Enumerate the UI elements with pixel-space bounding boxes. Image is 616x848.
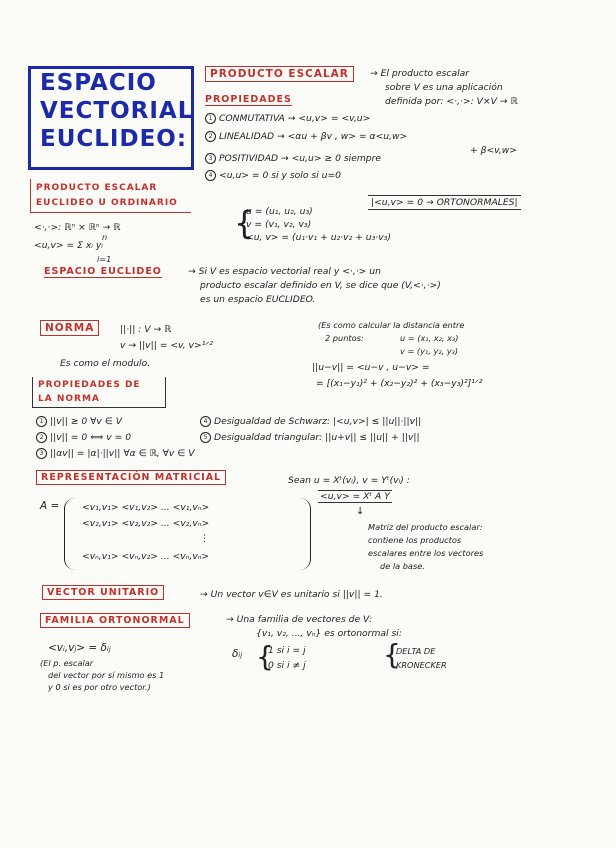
- unitario-heading: VECTOR UNITARIO: [42, 585, 164, 600]
- prop-norma-box: [32, 377, 166, 408]
- kronecker-1: DELTA DE: [396, 646, 436, 656]
- matricial-heading: REPRESENTACIÓN MATRICIAL: [36, 470, 226, 485]
- norma-u: u = (x₁, x₂, x₃): [400, 333, 459, 343]
- propiedades-heading: PROPIEDADES: [205, 94, 292, 105]
- matricial-formula: <u,v> = Xᵗ A Y: [320, 491, 390, 502]
- espacio-euclideo-text-1: → Si V es espacio vectorial real y <·,·> un: [188, 266, 381, 277]
- number-1-icon: 1: [205, 113, 216, 124]
- prop-conmutativa: [205, 113, 370, 124]
- norma-prop-3: [36, 448, 194, 459]
- producto-escalar-def-3: definida por: <·,·>: V×V → ℝ: [385, 96, 518, 107]
- matrix-left-paren: [64, 498, 75, 570]
- schwarz-text: Desigualdad de Schwarz: |<u,v>| ≤ ||u||·||v||: [214, 416, 422, 427]
- euclideo-heading-box: [30, 179, 191, 213]
- ortonormal-text-2: {v₁, v₂, ..., vₙ} es ortonormal si:: [256, 628, 402, 639]
- number-2-icon: 2: [205, 131, 216, 142]
- delta-case-1: 1 si i = j: [268, 645, 306, 656]
- schwarz: [200, 416, 421, 427]
- norma-v: v = (y₁, y₂, y₃): [400, 346, 459, 356]
- euclideo-sum-sup: n: [102, 232, 108, 242]
- unitario-text: → Un vector v∈V es unitario si ||v|| = 1.: [200, 589, 383, 600]
- number-5-icon: 5: [200, 432, 211, 443]
- delta-case-2: 0 si i ≠ j: [268, 660, 306, 671]
- matrix-row-2: <v₂,v₁> <v₂,v₂> ... <v₂,vₙ>: [82, 518, 210, 529]
- norma-dist-note-2: 2 puntos:: [325, 333, 364, 343]
- matrix-row-3: ⋮: [200, 533, 210, 544]
- matrix-right-paren: [300, 498, 311, 570]
- norma-prop-2: [36, 432, 131, 443]
- espacio-euclideo-text-2: producto escalar definido en V, se dice que (V,<·,·>): [200, 280, 441, 291]
- euclideo-sum-sub: i=1: [97, 254, 112, 264]
- norma-dist-1: ||u−v|| = <u−v , u−v> =: [312, 362, 430, 373]
- ortonormal-note-2: del vector por sí mismo es 1: [48, 670, 165, 680]
- kronecker-2: KRONECKER: [396, 660, 447, 670]
- euclideo-brace: {: [234, 204, 255, 242]
- producto-escalar-heading: PRODUCTO ESCALAR: [205, 66, 354, 82]
- prop-positividad: [205, 153, 381, 164]
- prop-positividad-text: POSITIVIDAD → <u,u> ≥ 0 siempre: [219, 153, 382, 164]
- prop-norma-heading-1: PROPIEDADES DE: [38, 380, 141, 390]
- ortonormal-text-1: → Una familia de vectores de V:: [226, 614, 373, 625]
- title-line-3: EUCLIDEO:: [40, 126, 188, 152]
- norma-heading: NORMA: [40, 320, 99, 336]
- matrix-row-4: <vₙ,v₁> <vₙ,v₂> ... <vₙ,vₙ>: [82, 551, 210, 562]
- prop-nulidad: [205, 170, 341, 181]
- delta-symbol: δᵢⱼ: [232, 648, 243, 660]
- title-line-1: ESPACIO: [40, 70, 157, 96]
- espacio-euclideo-text-3: es un espacio EUCLIDEO.: [200, 294, 316, 305]
- matricial-sean: Sean u = Xᵗ(vᵢ), v = Yᵗ(vᵢ) :: [288, 475, 410, 486]
- norma-def-2: v → ||v|| = <v, v>¹ᐟ²: [120, 340, 213, 351]
- norma-note: Es como el modulo.: [60, 358, 151, 369]
- ortonormal-note-1: (El p. escalar: [40, 658, 94, 668]
- norma-prop-3-text: ||αv|| = |α|·||v|| ∀α ∈ ℝ, ∀v ∈ V: [50, 448, 195, 459]
- euclideo-u: u = (u₁, u₂, u₃): [246, 206, 313, 217]
- kronecker-brace: {: [383, 638, 401, 671]
- delta-brace: {: [256, 640, 274, 673]
- norma-dist-2: = [(x₁−y₁)² + (x₂−y₂)² + (x₃−y₃)²]¹ᐟ²: [316, 378, 483, 389]
- producto-escalar-def-2: sobre V es una aplicación: [385, 82, 503, 93]
- norma-prop-1: [36, 416, 122, 427]
- prop-linealidad-cont: + β<v,w>: [470, 145, 517, 156]
- prop-conmutativa-text: CONMUTATIVA → <u,v> = <v,u>: [219, 113, 371, 124]
- norma-prop-1-text: ||v|| ≥ 0 ∀v ∈ V: [50, 416, 122, 427]
- norma-dist-note-1: (Es como calcular la distancia entre: [318, 320, 465, 330]
- triangular-text: Desigualdad triangular: ||u+v|| ≤ ||u|| + ||v||: [214, 432, 420, 443]
- euclideo-sum: <u,v> = Σ xᵢ yᵢ: [34, 240, 103, 251]
- prop-linealidad: [205, 131, 407, 142]
- euclideo-heading-1: PRODUCTO ESCALAR: [36, 183, 158, 193]
- ortonormal-delta: <vᵢ,vⱼ> = δᵢⱼ: [48, 642, 111, 654]
- matricial-note-2: contiene los productos: [368, 535, 462, 545]
- number-3-icon: 3: [205, 153, 216, 164]
- prop-linealidad-text: LINEALIDAD → <αu + βv , w> = α<u,w>: [219, 131, 408, 142]
- matricial-note-4: de la base.: [380, 561, 425, 571]
- matrix-row-1: <v₁,v₁> <v₁,v₂> ... <v₁,vₙ>: [82, 502, 210, 513]
- producto-escalar-def-1: → El producto escalar: [370, 68, 470, 79]
- ortonormal-heading: FAMILIA ORTONORMAL: [40, 613, 190, 628]
- euclideo-heading-2: EUCLIDEO U ORDINARIO: [36, 198, 178, 208]
- espacio-euclideo-heading: ESPACIO EUCLIDEO: [44, 266, 162, 277]
- norma-def-1: ||·|| : V → ℝ: [120, 324, 172, 335]
- ortonormales-box: |<u,v> = 0 → ORTONORMALES|: [368, 195, 521, 210]
- number-1-icon: 1: [36, 416, 47, 427]
- euclideo-uv: <u, v> = (u₁·v₁ + u₂·v₂ + u₃·v₃): [246, 232, 391, 243]
- number-2-icon: 2: [36, 432, 47, 443]
- prop-norma-heading-2: LA NORMA: [38, 394, 100, 404]
- number-4-icon: 4: [200, 416, 211, 427]
- ortonormal-note-3: y 0 si es por otro vector.): [48, 682, 151, 692]
- norma-prop-2-text: ||v|| = 0 ⟺ v = 0: [50, 432, 132, 443]
- prop-nulidad-text: <u,u> = 0 si y solo si u=0: [219, 170, 342, 181]
- matrix-note-arrow: ↓: [356, 506, 365, 517]
- number-3-icon: 3: [36, 448, 47, 459]
- matrix-label: A =: [40, 500, 60, 512]
- triangular: [200, 432, 420, 443]
- euclideo-v: v = (v₁, v₂, v₃): [246, 219, 312, 230]
- title-line-2: VECTORIAL: [40, 98, 194, 124]
- matricial-note-3: escalares entre los vectores: [368, 548, 484, 558]
- number-4-icon: 4: [205, 170, 216, 181]
- matricial-note-1: Matriz del producto escalar:: [368, 522, 483, 532]
- euclideo-map: <·,·>: ℝⁿ × ℝⁿ → ℝ: [34, 222, 121, 233]
